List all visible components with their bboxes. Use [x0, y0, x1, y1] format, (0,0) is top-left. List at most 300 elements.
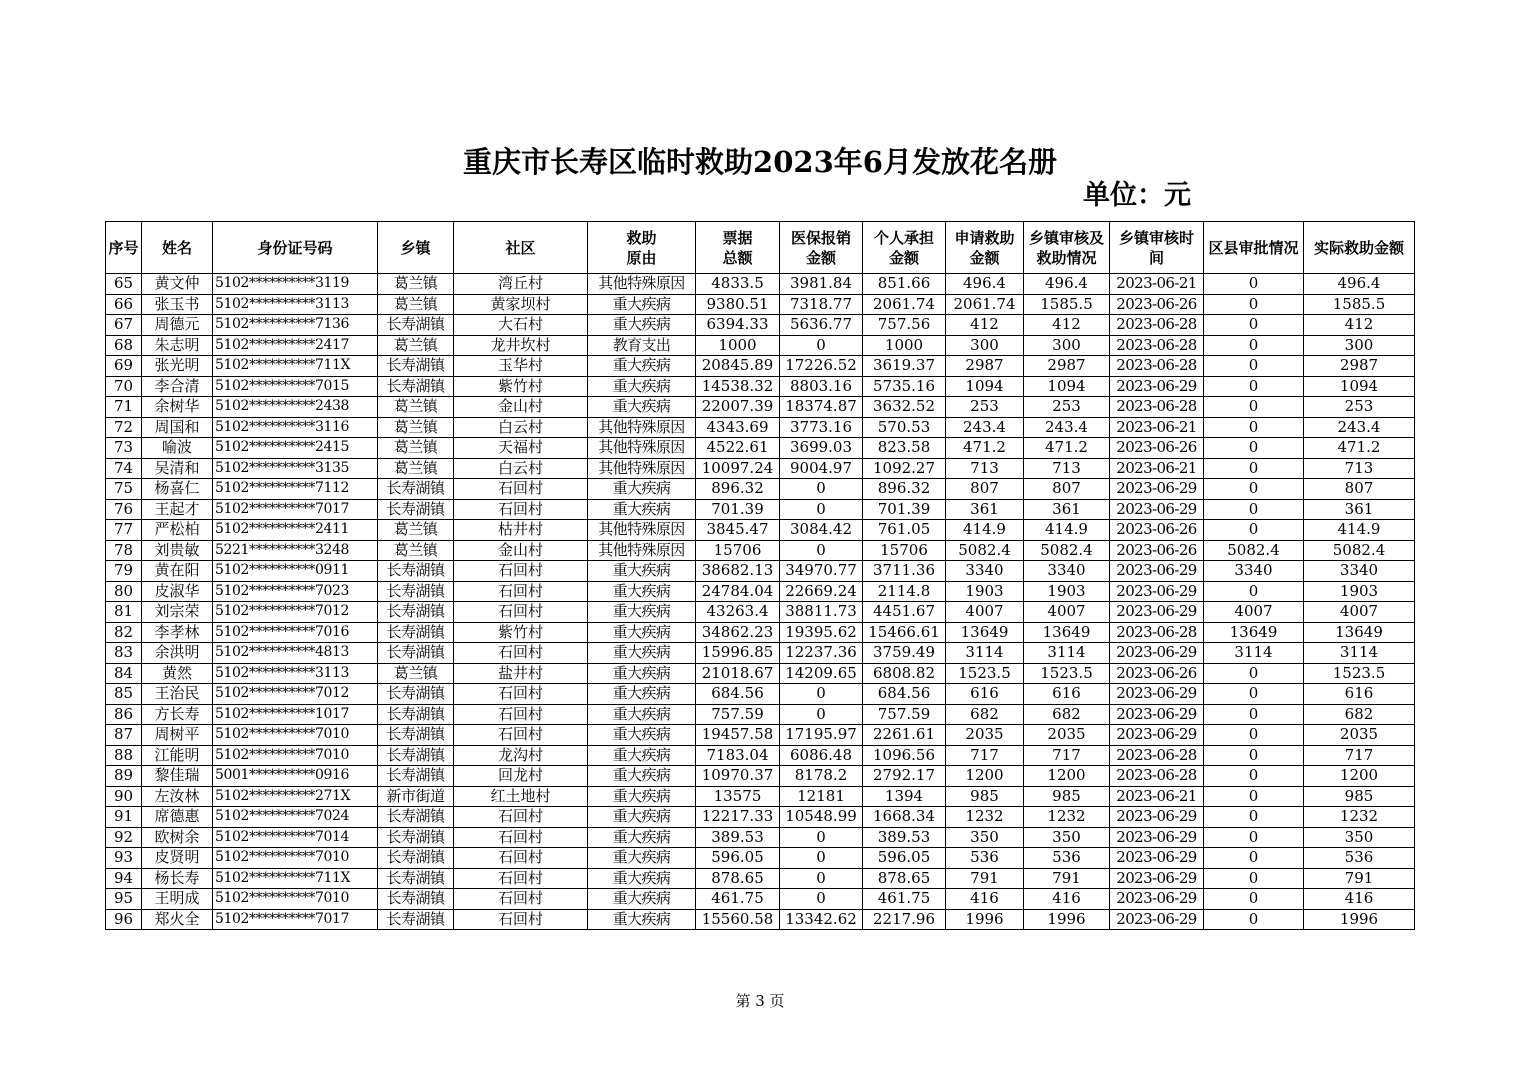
- cell-town-review: 717: [1024, 745, 1110, 766]
- table-row: [106, 704, 1415, 725]
- cell-district-approval: 0: [1204, 397, 1304, 418]
- cell-town: 长寿湖镇: [378, 684, 454, 705]
- cell-insurance-reimbursed: 0: [780, 827, 863, 848]
- cell-requested-amount: 350: [946, 827, 1024, 848]
- cell-bill-total: 4522.61: [696, 438, 780, 459]
- cell-town-review: 13649: [1024, 622, 1110, 643]
- cell-personal-share: 2792.17: [863, 766, 946, 787]
- cell-insurance-reimbursed: 12237.36: [780, 643, 863, 664]
- cell-requested-amount: 300: [946, 335, 1024, 356]
- col-header-insurance-reimbursed: 医保报销 金额: [780, 222, 863, 274]
- table-header-row: [106, 222, 1415, 274]
- cell-name: 席德惠: [142, 807, 213, 828]
- cell-bill-total: 4833.5: [696, 274, 780, 295]
- cell-personal-share: 2217.96: [863, 909, 946, 930]
- cell-requested-amount: 536: [946, 848, 1024, 869]
- cell-actual-amount: 1585.5: [1304, 294, 1415, 315]
- cell-town: 长寿湖镇: [378, 725, 454, 746]
- cell-reason: 其他特殊原因: [588, 520, 696, 541]
- col-header-review-date: 乡镇审核时 间: [1110, 222, 1204, 274]
- cell-town: 葛兰镇: [378, 458, 454, 479]
- cell-bill-total: 10097.24: [696, 458, 780, 479]
- cell-actual-amount: 412: [1304, 315, 1415, 336]
- cell-id-number: 5102**********271X: [213, 786, 378, 807]
- cell-review-date: 2023-06-28: [1110, 397, 1204, 418]
- cell-name: 左汝林: [142, 786, 213, 807]
- cell-insurance-reimbursed: 8803.16: [780, 376, 863, 397]
- table-row: [106, 622, 1415, 643]
- cell-reason: 重大疾病: [588, 889, 696, 910]
- cell-name: 余树华: [142, 397, 213, 418]
- col-header-personal-share: 个人承担 金额: [863, 222, 946, 274]
- table-row: [106, 561, 1415, 582]
- cell-insurance-reimbursed: 9004.97: [780, 458, 863, 479]
- cell-insurance-reimbursed: 14209.65: [780, 663, 863, 684]
- cell-actual-amount: 416: [1304, 889, 1415, 910]
- cell-community: 石回村: [454, 581, 588, 602]
- cell-actual-amount: 471.2: [1304, 438, 1415, 459]
- cell-seq: 91: [106, 807, 142, 828]
- cell-community: 紫竹村: [454, 622, 588, 643]
- cell-community: 石回村: [454, 499, 588, 520]
- cell-district-approval: 0: [1204, 520, 1304, 541]
- cell-name: 张玉书: [142, 294, 213, 315]
- cell-review-date: 2023-06-26: [1110, 294, 1204, 315]
- cell-district-approval: 0: [1204, 909, 1304, 930]
- cell-reason: 重大疾病: [588, 807, 696, 828]
- cell-district-approval: 0: [1204, 807, 1304, 828]
- cell-district-approval: 0: [1204, 499, 1304, 520]
- cell-actual-amount: 300: [1304, 335, 1415, 356]
- cell-name: 王起才: [142, 499, 213, 520]
- cell-review-date: 2023-06-21: [1110, 417, 1204, 438]
- page-footer: 第 3 页: [735, 992, 785, 1010]
- cell-seq: 69: [106, 356, 142, 377]
- table-row: [106, 397, 1415, 418]
- cell-personal-share: 896.32: [863, 479, 946, 500]
- cell-requested-amount: 2035: [946, 725, 1024, 746]
- table-row: [106, 807, 1415, 828]
- cell-district-approval: 0: [1204, 294, 1304, 315]
- cell-personal-share: 3711.36: [863, 561, 946, 582]
- cell-review-date: 2023-06-28: [1110, 745, 1204, 766]
- cell-requested-amount: 1094: [946, 376, 1024, 397]
- cell-requested-amount: 2061.74: [946, 294, 1024, 315]
- cell-id-number: 5102**********7023: [213, 581, 378, 602]
- cell-seq: 70: [106, 376, 142, 397]
- cell-community: 紫竹村: [454, 376, 588, 397]
- cell-district-approval: 4007: [1204, 602, 1304, 623]
- cell-community: 黄家坝村: [454, 294, 588, 315]
- cell-town: 长寿湖镇: [378, 581, 454, 602]
- cell-name: 刘贵敏: [142, 540, 213, 561]
- table-row: [106, 479, 1415, 500]
- cell-community: 石回村: [454, 684, 588, 705]
- cell-id-number: 5001**********0916: [213, 766, 378, 787]
- cell-district-approval: 0: [1204, 479, 1304, 500]
- cell-town-review: 536: [1024, 848, 1110, 869]
- cell-requested-amount: 807: [946, 479, 1024, 500]
- cell-town-review: 350: [1024, 827, 1110, 848]
- table-row: [106, 745, 1415, 766]
- cell-district-approval: 0: [1204, 684, 1304, 705]
- cell-insurance-reimbursed: 0: [780, 335, 863, 356]
- cell-requested-amount: 4007: [946, 602, 1024, 623]
- cell-personal-share: 1000: [863, 335, 946, 356]
- cell-community: 白云村: [454, 458, 588, 479]
- col-header-bill-total: 票据 总额: [696, 222, 780, 274]
- cell-name: 黄文仲: [142, 274, 213, 295]
- table-row: [106, 766, 1415, 787]
- cell-town-review: 1996: [1024, 909, 1110, 930]
- cell-bill-total: 596.05: [696, 848, 780, 869]
- cell-district-approval: 0: [1204, 376, 1304, 397]
- cell-requested-amount: 682: [946, 704, 1024, 725]
- cell-requested-amount: 791: [946, 868, 1024, 889]
- cell-bill-total: 22007.39: [696, 397, 780, 418]
- cell-id-number: 5102**********711X: [213, 868, 378, 889]
- cell-town-review: 5082.4: [1024, 540, 1110, 561]
- cell-id-number: 5102**********7010: [213, 848, 378, 869]
- cell-town: 长寿湖镇: [378, 889, 454, 910]
- document-title: 重庆市长寿区临时救助2023年6月发放花名册: [463, 145, 1057, 179]
- cell-reason: 重大疾病: [588, 786, 696, 807]
- cell-name: 余洪明: [142, 643, 213, 664]
- cell-insurance-reimbursed: 0: [780, 889, 863, 910]
- cell-requested-amount: 414.9: [946, 520, 1024, 541]
- cell-personal-share: 570.53: [863, 417, 946, 438]
- cell-bill-total: 19457.58: [696, 725, 780, 746]
- cell-insurance-reimbursed: 3773.16: [780, 417, 863, 438]
- cell-review-date: 2023-06-29: [1110, 602, 1204, 623]
- cell-requested-amount: 5082.4: [946, 540, 1024, 561]
- cell-requested-amount: 1232: [946, 807, 1024, 828]
- cell-name: 喻波: [142, 438, 213, 459]
- cell-community: 石回村: [454, 848, 588, 869]
- cell-personal-share: 757.59: [863, 704, 946, 725]
- cell-community: 红土地村: [454, 786, 588, 807]
- cell-town-review: 253: [1024, 397, 1110, 418]
- col-header-requested-amount: 申请救助 金额: [946, 222, 1024, 274]
- table-row: [106, 889, 1415, 910]
- cell-insurance-reimbursed: 38811.73: [780, 602, 863, 623]
- cell-town: 葛兰镇: [378, 417, 454, 438]
- cell-bill-total: 4343.69: [696, 417, 780, 438]
- cell-review-date: 2023-06-29: [1110, 561, 1204, 582]
- cell-review-date: 2023-06-29: [1110, 868, 1204, 889]
- cell-community: 石回村: [454, 889, 588, 910]
- cell-seq: 71: [106, 397, 142, 418]
- cell-community: 石回村: [454, 807, 588, 828]
- cell-requested-amount: 1200: [946, 766, 1024, 787]
- cell-town: 葛兰镇: [378, 274, 454, 295]
- cell-review-date: 2023-06-28: [1110, 622, 1204, 643]
- cell-id-number: 5102**********7014: [213, 827, 378, 848]
- cell-district-approval: 0: [1204, 315, 1304, 336]
- cell-seq: 66: [106, 294, 142, 315]
- cell-district-approval: 0: [1204, 745, 1304, 766]
- cell-town-review: 243.4: [1024, 417, 1110, 438]
- cell-town: 长寿湖镇: [378, 561, 454, 582]
- cell-personal-share: 389.53: [863, 827, 946, 848]
- cell-personal-share: 1096.56: [863, 745, 946, 766]
- table-row: [106, 868, 1415, 889]
- cell-insurance-reimbursed: 5636.77: [780, 315, 863, 336]
- cell-town: 长寿湖镇: [378, 868, 454, 889]
- cell-review-date: 2023-06-26: [1110, 663, 1204, 684]
- cell-review-date: 2023-06-29: [1110, 848, 1204, 869]
- cell-community: 石回村: [454, 704, 588, 725]
- cell-town: 长寿湖镇: [378, 766, 454, 787]
- table-row: [106, 315, 1415, 336]
- cell-town: 葛兰镇: [378, 540, 454, 561]
- table-row: [106, 540, 1415, 561]
- cell-personal-share: 878.65: [863, 868, 946, 889]
- cell-actual-amount: 3114: [1304, 643, 1415, 664]
- cell-town: 长寿湖镇: [378, 643, 454, 664]
- cell-community: 盐井村: [454, 663, 588, 684]
- cell-seq: 82: [106, 622, 142, 643]
- cell-review-date: 2023-06-28: [1110, 766, 1204, 787]
- cell-actual-amount: 1996: [1304, 909, 1415, 930]
- cell-personal-share: 684.56: [863, 684, 946, 705]
- cell-bill-total: 1000: [696, 335, 780, 356]
- table-row: [106, 376, 1415, 397]
- cell-review-date: 2023-06-29: [1110, 807, 1204, 828]
- cell-seq: 68: [106, 335, 142, 356]
- cell-insurance-reimbursed: 3699.03: [780, 438, 863, 459]
- cell-insurance-reimbursed: 0: [780, 868, 863, 889]
- cell-name: 皮淑华: [142, 581, 213, 602]
- cell-actual-amount: 3340: [1304, 561, 1415, 582]
- cell-personal-share: 823.58: [863, 438, 946, 459]
- unit-label: 单位：元: [1083, 180, 1191, 211]
- cell-district-approval: 3340: [1204, 561, 1304, 582]
- cell-name: 吴清和: [142, 458, 213, 479]
- cell-personal-share: 2114.8: [863, 581, 946, 602]
- cell-town: 葛兰镇: [378, 397, 454, 418]
- cell-reason: 重大疾病: [588, 684, 696, 705]
- cell-actual-amount: 1523.5: [1304, 663, 1415, 684]
- cell-seq: 77: [106, 520, 142, 541]
- cell-town: 葛兰镇: [378, 520, 454, 541]
- cell-id-number: 5102**********3116: [213, 417, 378, 438]
- cell-community: 石回村: [454, 643, 588, 664]
- cell-name: 黄在阳: [142, 561, 213, 582]
- cell-bill-total: 757.59: [696, 704, 780, 725]
- cell-seq: 90: [106, 786, 142, 807]
- cell-town-review: 1523.5: [1024, 663, 1110, 684]
- cell-bill-total: 6394.33: [696, 315, 780, 336]
- cell-review-date: 2023-06-29: [1110, 827, 1204, 848]
- cell-insurance-reimbursed: 10548.99: [780, 807, 863, 828]
- cell-bill-total: 34862.23: [696, 622, 780, 643]
- cell-reason: 重大疾病: [588, 602, 696, 623]
- cell-actual-amount: 2987: [1304, 356, 1415, 377]
- cell-district-approval: 0: [1204, 868, 1304, 889]
- cell-town-review: 416: [1024, 889, 1110, 910]
- cell-reason: 重大疾病: [588, 766, 696, 787]
- cell-community: 石回村: [454, 868, 588, 889]
- cell-personal-share: 2061.74: [863, 294, 946, 315]
- cell-requested-amount: 13649: [946, 622, 1024, 643]
- cell-actual-amount: 5082.4: [1304, 540, 1415, 561]
- table-row: [106, 581, 1415, 602]
- cell-insurance-reimbursed: 0: [780, 848, 863, 869]
- cell-id-number: 5102**********7017: [213, 909, 378, 930]
- cell-bill-total: 24784.04: [696, 581, 780, 602]
- cell-district-approval: 0: [1204, 335, 1304, 356]
- cell-insurance-reimbursed: 0: [780, 479, 863, 500]
- cell-district-approval: 0: [1204, 704, 1304, 725]
- cell-community: 枯井村: [454, 520, 588, 541]
- cell-requested-amount: 717: [946, 745, 1024, 766]
- cell-bill-total: 38682.13: [696, 561, 780, 582]
- cell-id-number: 5102**********3119: [213, 274, 378, 295]
- cell-review-date: 2023-06-28: [1110, 356, 1204, 377]
- cell-actual-amount: 361: [1304, 499, 1415, 520]
- cell-bill-total: 14538.32: [696, 376, 780, 397]
- cell-actual-amount: 985: [1304, 786, 1415, 807]
- col-header-id-number: 身份证号码: [213, 222, 378, 274]
- cell-review-date: 2023-06-29: [1110, 479, 1204, 500]
- cell-insurance-reimbursed: 17195.97: [780, 725, 863, 746]
- cell-id-number: 5102**********7010: [213, 725, 378, 746]
- cell-town-review: 1200: [1024, 766, 1110, 787]
- cell-insurance-reimbursed: 8178.2: [780, 766, 863, 787]
- cell-id-number: 5102**********2411: [213, 520, 378, 541]
- cell-seq: 83: [106, 643, 142, 664]
- table-row: [106, 643, 1415, 664]
- cell-insurance-reimbursed: 12181: [780, 786, 863, 807]
- cell-town-review: 3114: [1024, 643, 1110, 664]
- cell-insurance-reimbursed: 3981.84: [780, 274, 863, 295]
- cell-review-date: 2023-06-29: [1110, 499, 1204, 520]
- cell-requested-amount: 2987: [946, 356, 1024, 377]
- cell-review-date: 2023-06-29: [1110, 704, 1204, 725]
- cell-name: 欧树余: [142, 827, 213, 848]
- cell-town-review: 713: [1024, 458, 1110, 479]
- cell-insurance-reimbursed: 0: [780, 540, 863, 561]
- cell-reason: 重大疾病: [588, 663, 696, 684]
- cell-community: 大石村: [454, 315, 588, 336]
- cell-community: 回龙村: [454, 766, 588, 787]
- cell-community: 石回村: [454, 479, 588, 500]
- cell-personal-share: 6808.82: [863, 663, 946, 684]
- cell-seq: 79: [106, 561, 142, 582]
- cell-requested-amount: 471.2: [946, 438, 1024, 459]
- cell-personal-share: 2261.61: [863, 725, 946, 746]
- cell-reason: 重大疾病: [588, 581, 696, 602]
- cell-insurance-reimbursed: 34970.77: [780, 561, 863, 582]
- cell-community: 龙井坎村: [454, 335, 588, 356]
- cell-review-date: 2023-06-21: [1110, 274, 1204, 295]
- cell-seq: 86: [106, 704, 142, 725]
- table-row: [106, 274, 1415, 295]
- cell-bill-total: 20845.89: [696, 356, 780, 377]
- cell-personal-share: 701.39: [863, 499, 946, 520]
- cell-requested-amount: 3340: [946, 561, 1024, 582]
- cell-name: 皮贤明: [142, 848, 213, 869]
- cell-seq: 93: [106, 848, 142, 869]
- cell-review-date: 2023-06-29: [1110, 909, 1204, 930]
- cell-reason: 重大疾病: [588, 909, 696, 930]
- cell-bill-total: 701.39: [696, 499, 780, 520]
- cell-community: 湾丘村: [454, 274, 588, 295]
- cell-community: 白云村: [454, 417, 588, 438]
- col-header-reason: 救助 原由: [588, 222, 696, 274]
- cell-district-approval: 0: [1204, 458, 1304, 479]
- cell-name: 黎佳瑞: [142, 766, 213, 787]
- cell-personal-share: 1668.34: [863, 807, 946, 828]
- table-row: [106, 827, 1415, 848]
- cell-seq: 73: [106, 438, 142, 459]
- cell-id-number: 5102**********7136: [213, 315, 378, 336]
- cell-id-number: 5102**********7015: [213, 376, 378, 397]
- table-row: [106, 909, 1415, 930]
- cell-town-review: 412: [1024, 315, 1110, 336]
- cell-insurance-reimbursed: 19395.62: [780, 622, 863, 643]
- cell-id-number: 5102**********2417: [213, 335, 378, 356]
- cell-personal-share: 5735.16: [863, 376, 946, 397]
- table-row: [106, 725, 1415, 746]
- cell-town: 长寿湖镇: [378, 909, 454, 930]
- cell-name: 郑火全: [142, 909, 213, 930]
- cell-review-date: 2023-06-29: [1110, 725, 1204, 746]
- cell-reason: 重大疾病: [588, 725, 696, 746]
- cell-requested-amount: 1903: [946, 581, 1024, 602]
- cell-district-approval: 0: [1204, 827, 1304, 848]
- cell-seq: 72: [106, 417, 142, 438]
- cell-town: 长寿湖镇: [378, 499, 454, 520]
- cell-id-number: 5102**********3113: [213, 294, 378, 315]
- table-row: [106, 294, 1415, 315]
- cell-actual-amount: 496.4: [1304, 274, 1415, 295]
- cell-district-approval: 0: [1204, 438, 1304, 459]
- cell-name: 王明成: [142, 889, 213, 910]
- cell-review-date: 2023-06-28: [1110, 315, 1204, 336]
- table-row: [106, 520, 1415, 541]
- cell-actual-amount: 791: [1304, 868, 1415, 889]
- cell-name: 方长寿: [142, 704, 213, 725]
- cell-review-date: 2023-06-29: [1110, 643, 1204, 664]
- cell-bill-total: 7183.04: [696, 745, 780, 766]
- col-header-community: 社区: [454, 222, 588, 274]
- cell-personal-share: 761.05: [863, 520, 946, 541]
- cell-personal-share: 851.66: [863, 274, 946, 295]
- table-row: [106, 602, 1415, 623]
- cell-review-date: 2023-06-26: [1110, 540, 1204, 561]
- cell-id-number: 5102**********7012: [213, 602, 378, 623]
- cell-review-date: 2023-06-26: [1110, 520, 1204, 541]
- cell-district-approval: 5082.4: [1204, 540, 1304, 561]
- cell-district-approval: 0: [1204, 417, 1304, 438]
- cell-requested-amount: 1996: [946, 909, 1024, 930]
- cell-reason: 重大疾病: [588, 561, 696, 582]
- cell-insurance-reimbursed: 6086.48: [780, 745, 863, 766]
- cell-town: 新市街道: [378, 786, 454, 807]
- cell-personal-share: 757.56: [863, 315, 946, 336]
- table-body: [106, 274, 1415, 930]
- cell-town-review: 471.2: [1024, 438, 1110, 459]
- cell-reason: 重大疾病: [588, 479, 696, 500]
- cell-seq: 67: [106, 315, 142, 336]
- cell-id-number: 5221**********3248: [213, 540, 378, 561]
- cell-reason: 重大疾病: [588, 315, 696, 336]
- cell-seq: 95: [106, 889, 142, 910]
- table-row: [106, 335, 1415, 356]
- cell-actual-amount: 2035: [1304, 725, 1415, 746]
